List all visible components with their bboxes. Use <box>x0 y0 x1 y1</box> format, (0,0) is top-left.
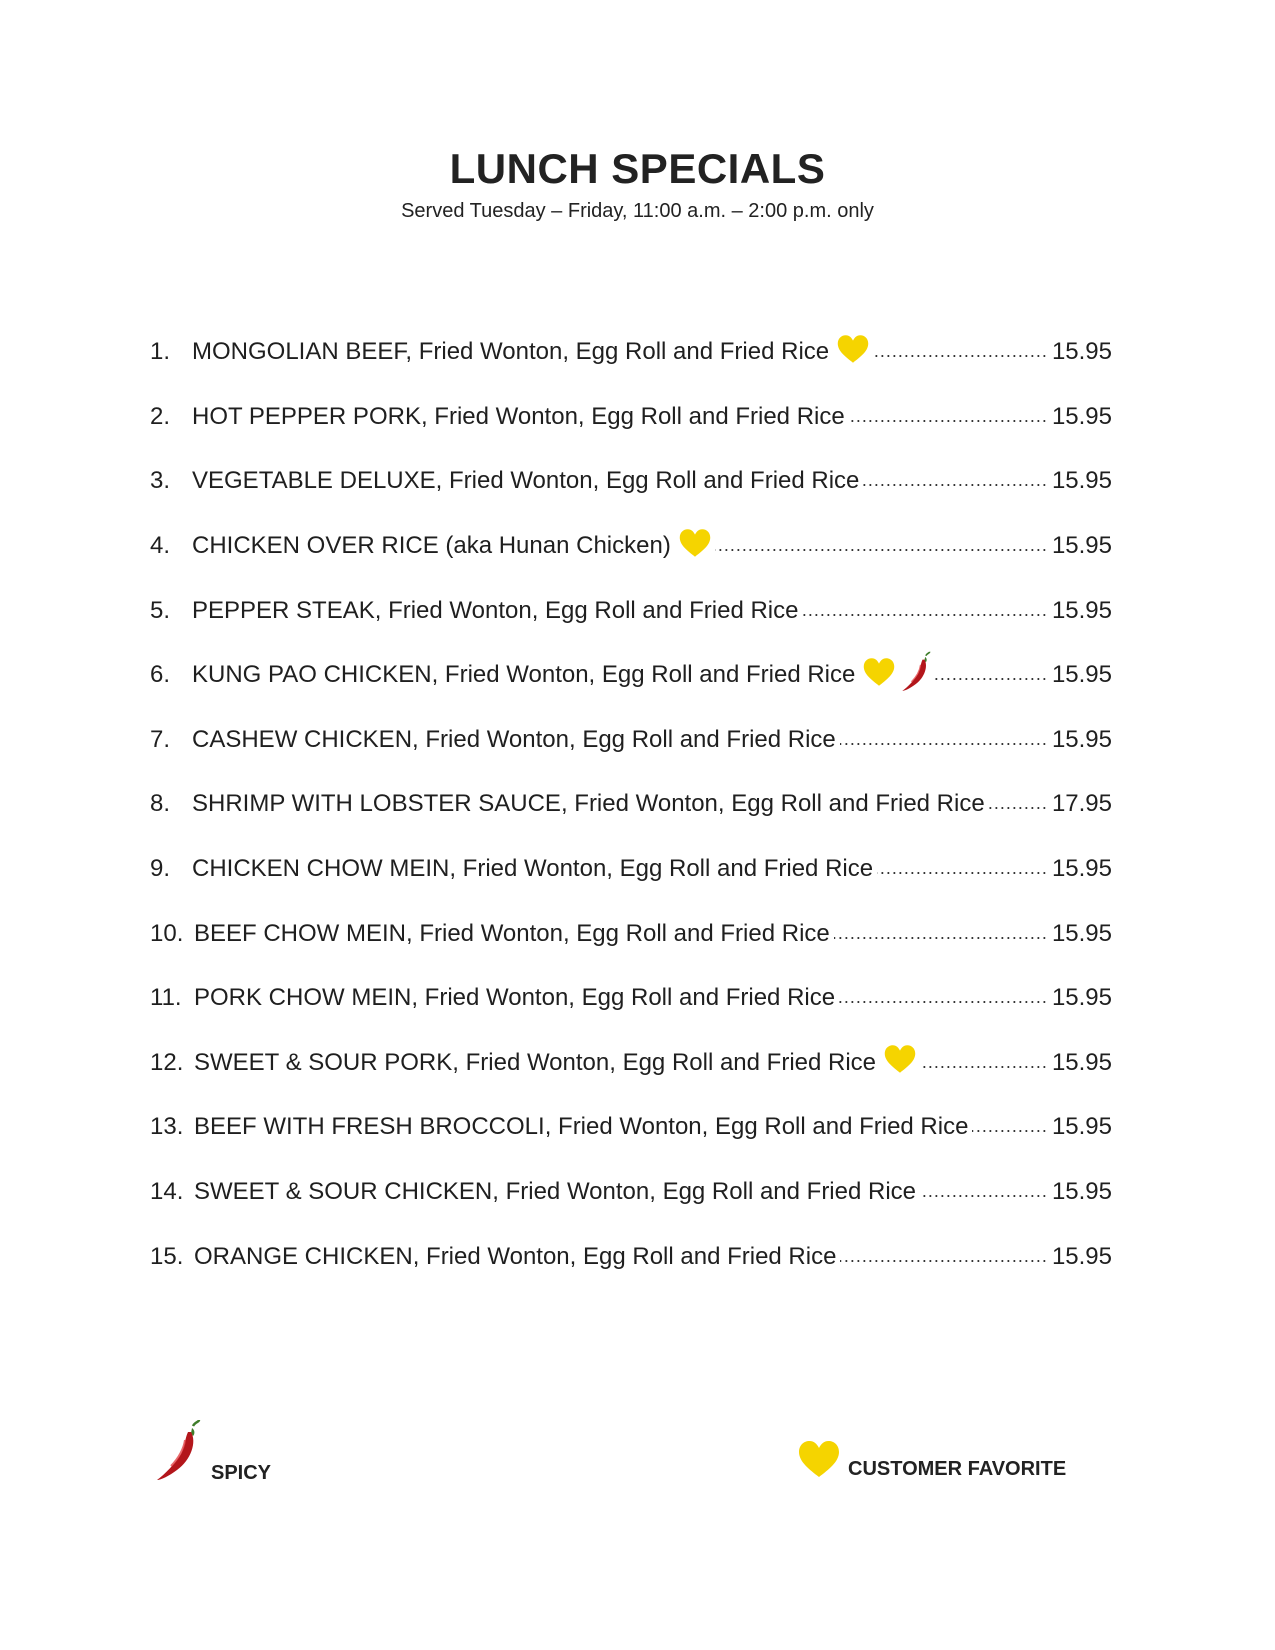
menu-item-price: 15.95 <box>1051 855 1112 883</box>
menu-item-name: VEGETABLE DELUXE, Fried Wonton, Egg Roll and Fried Rice <box>192 467 860 495</box>
menu-item-number: 15. <box>150 1242 184 1270</box>
heart-icon <box>863 657 895 694</box>
menu-item-price: 17.95 <box>1051 790 1112 818</box>
legend-spicy <box>155 1420 271 1487</box>
menu-item <box>150 320 1112 385</box>
menu-item-name: BEEF CHOW MEIN, Fried Wonton, Egg Roll and Fried Rice <box>194 919 830 947</box>
menu-item-icons <box>884 1044 916 1081</box>
menu-item-name: SHRIMP WITH LOBSTER SAUCE, Fried Wonton, Egg Roll and Fried Rice <box>192 790 985 818</box>
menu-item-price: 15.95 <box>1051 725 1112 753</box>
menu-item-name: SWEET & SOUR PORK, Fried Wonton, Egg Roll and Fried Rice <box>194 1048 877 1076</box>
menu-item-number: 8. <box>150 790 171 818</box>
menu-item <box>150 1160 1112 1225</box>
menu-item <box>150 837 1112 902</box>
menu-item-price: 15.95 <box>1051 1242 1112 1270</box>
menu-item-number: 5. <box>150 596 171 624</box>
dot-leader <box>989 792 1048 816</box>
menu-item-number: 2. <box>150 402 171 430</box>
menu-item-number: 10. <box>150 919 184 947</box>
menu-item-number: 6. <box>150 661 171 689</box>
menu-item <box>150 578 1112 643</box>
page-subtitle: Served Tuesday – Friday, 11:00 a.m. – 2:00 p.m. only <box>401 200 874 222</box>
dot-leader <box>840 1245 1047 1269</box>
menu-item-name: ORANGE CHICKEN, Fried Wonton, Egg Roll and Fried Rice <box>194 1242 837 1270</box>
menu-item <box>150 643 1112 708</box>
menu-list <box>150 320 1112 1289</box>
menu-item <box>150 1031 1112 1096</box>
page-title: LUNCH SPECIALS <box>449 145 826 192</box>
menu-item-price: 15.95 <box>1051 402 1112 430</box>
menu-item-name: CASHEW CHICKEN, Fried Wonton, Egg Roll and Fried Rice <box>192 725 836 753</box>
menu-item-price: 15.95 <box>1051 532 1112 560</box>
menu-item-number: 7. <box>150 725 171 753</box>
menu-item-name: CHICKEN OVER RICE (aka Hunan Chicken) <box>192 532 671 560</box>
menu-item <box>150 708 1112 773</box>
dot-leader <box>834 922 1048 946</box>
menu-item-price: 15.95 <box>1051 919 1112 947</box>
menu-item-number: 3. <box>150 467 171 495</box>
menu-item-number: 14. <box>150 1178 184 1206</box>
menu-item <box>150 772 1112 837</box>
menu-item-name: HOT PEPPER PORK, Fried Wonton, Egg Roll and Fried Rice <box>192 402 845 430</box>
menu-item-price: 15.95 <box>1051 467 1112 495</box>
menu-item-price: 15.95 <box>1051 661 1112 689</box>
menu-item-number: 9. <box>150 855 171 883</box>
menu-item-icons <box>837 334 869 371</box>
dot-leader <box>849 405 1048 429</box>
legend-favorite-label: CUSTOMER FAVORITE <box>848 1458 1067 1480</box>
heart-icon <box>884 1044 916 1081</box>
dot-leader <box>863 469 1048 493</box>
menu-item-name: PEPPER STEAK, Fried Wonton, Egg Roll and Fried Rice <box>192 596 799 624</box>
menu-item-number: 12. <box>150 1048 184 1076</box>
menu-item-name: SWEET & SOUR CHICKEN, Fried Wonton, Egg Roll and Fried Rice <box>194 1178 917 1206</box>
heart-icon <box>679 528 711 565</box>
dot-leader <box>935 663 1048 687</box>
dot-leader <box>877 857 1048 881</box>
heart-icon <box>798 1440 840 1483</box>
menu-item-price: 15.95 <box>1051 338 1112 366</box>
menu-item-number: 11. <box>150 984 182 1012</box>
dot-leader <box>920 1180 1048 1204</box>
dot-leader <box>839 986 1048 1010</box>
menu-item <box>150 385 1112 450</box>
legend-favorite <box>798 1440 1066 1483</box>
dot-leader <box>715 534 1048 558</box>
menu-item-name: MONGOLIAN BEEF, Fried Wonton, Egg Roll and Fried Rice <box>192 338 830 366</box>
menu-item-number: 1. <box>150 338 171 366</box>
menu-item <box>150 1224 1112 1289</box>
menu-item-icons <box>679 528 711 565</box>
menu-item-name: KUNG PAO CHICKEN, Fried Wonton, Egg Roll and Fried Rice <box>192 661 856 689</box>
menu-item-number: 4. <box>150 532 171 560</box>
dot-leader <box>873 340 1048 364</box>
heart-icon <box>837 334 869 371</box>
menu-item <box>150 1095 1112 1160</box>
menu-item-icons <box>863 650 931 701</box>
menu-item-name: BEEF WITH FRESH BROCCOLI, Fried Wonton, Egg Roll and Fried Rice <box>194 1113 969 1141</box>
chili-pepper-icon <box>155 1420 201 1487</box>
menu-item-name: PORK CHOW MEIN, Fried Wonton, Egg Roll and Fried Rice <box>194 984 836 1012</box>
menu-item-price: 15.95 <box>1051 984 1112 1012</box>
dot-leader <box>840 728 1048 752</box>
menu-item-price: 15.95 <box>1051 1048 1112 1076</box>
menu-item-price: 15.95 <box>1051 1113 1112 1141</box>
dot-leader <box>802 599 1047 623</box>
legend-spicy-label: SPICY <box>211 1462 272 1484</box>
menu-item <box>150 449 1112 514</box>
menu-item-name: CHICKEN CHOW MEIN, Fried Wonton, Egg Roll and Fried Rice <box>192 855 874 883</box>
dot-leader <box>920 1051 1048 1075</box>
menu-item <box>150 966 1112 1031</box>
menu-item <box>150 901 1112 966</box>
menu-item-price: 15.95 <box>1051 1178 1112 1206</box>
menu-item <box>150 514 1112 579</box>
menu-item-number: 13. <box>150 1113 184 1141</box>
chili-pepper-icon <box>901 650 931 701</box>
menu-item-price: 15.95 <box>1051 596 1112 624</box>
dot-leader <box>972 1115 1047 1139</box>
